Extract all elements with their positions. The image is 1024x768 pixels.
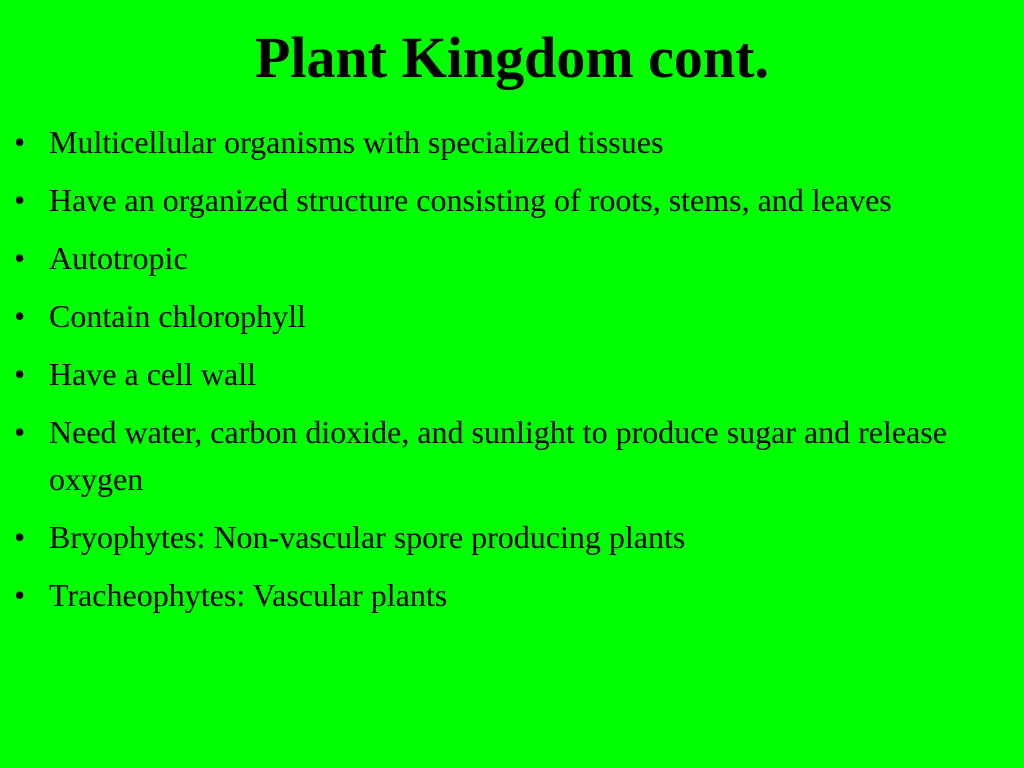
bullet-item: [14, 119, 1004, 166]
bullet-text: Autotropic: [49, 240, 188, 276]
bullet-text: Tracheophytes: Vascular plants: [49, 577, 448, 613]
bullet-marker: •: [14, 240, 26, 276]
bullet-marker: •: [14, 182, 26, 218]
bullet-item: [14, 177, 1004, 224]
slide-title: Plant Kingdom cont.: [255, 25, 769, 90]
bullet-text: Have a cell wall: [49, 356, 256, 392]
bullet-list: [14, 119, 1004, 630]
bullet-marker: •: [14, 577, 26, 613]
bullet-text: Multicellular organisms with specialized tissues: [49, 124, 664, 160]
bullet-marker: •: [14, 414, 26, 450]
bullet-marker: •: [14, 124, 26, 160]
bullet-item: [14, 351, 1004, 398]
bullet-marker: •: [14, 519, 26, 555]
bullet-text: Have an organized structure consisting of roots, stems, and leaves: [49, 182, 892, 218]
bullet-text: Bryophytes: Non-vascular spore producing plants: [49, 519, 686, 555]
bullet-item: [14, 235, 1004, 282]
bullet-item: [14, 514, 1004, 561]
bullet-text: Need water, carbon dioxide, and sunlight to produce sugar and release oxygen: [49, 414, 947, 497]
bullet-item: [14, 409, 1004, 503]
bullet-item: [14, 293, 1004, 340]
bullet-item: [14, 572, 1004, 619]
bullet-text: Contain chlorophyll: [49, 298, 306, 334]
bullet-marker: •: [14, 298, 26, 334]
bullet-marker: •: [14, 356, 26, 392]
